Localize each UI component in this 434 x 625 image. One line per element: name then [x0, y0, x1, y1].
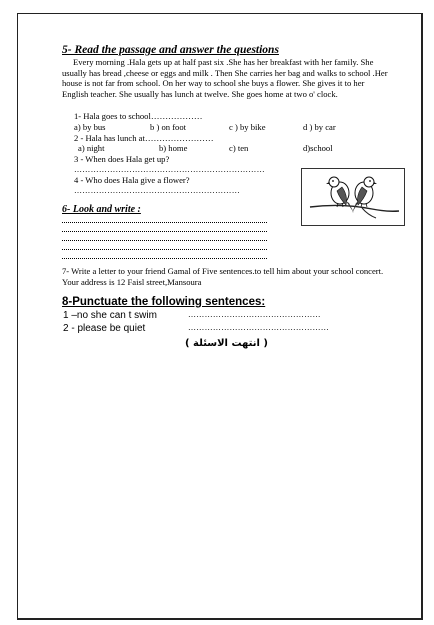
question-4: 4 - Who does Hala give a flower?	[74, 175, 190, 185]
section-7-text: 7- Write a letter to your friend Gamal of Five sentences.to tell him about your school concert. Your address is 12 Faisl street,Mansoura	[62, 266, 384, 287]
write-line-2	[62, 231, 267, 232]
reading-passage	[62, 57, 392, 100]
end-of-questions-note: ( انتهت الاسئلة )	[185, 338, 268, 349]
write-line-5	[62, 258, 267, 259]
section-6-title: 6- Look and write :	[62, 204, 141, 215]
write-line-3	[62, 240, 267, 241]
q1-option-a: a) by bus	[74, 122, 106, 132]
q1-option-c: c ) by bike	[229, 122, 266, 132]
punctuate-item-2: 2 - please be quiet	[63, 323, 146, 334]
birds-on-branch-icon	[302, 169, 404, 225]
q4-answer-line: ……………………………………………………	[74, 186, 240, 195]
punctuate-answer-2: ……………………………………………	[188, 323, 330, 332]
birds-picture	[301, 168, 405, 226]
question-2: 2 - Hala has lunch at……………………	[74, 133, 214, 143]
q2-option-a: a) night	[78, 143, 105, 153]
question-3: 3 - When does Hala get up?	[74, 154, 170, 164]
punctuate-item-1: 1 –no she can t swim	[63, 310, 157, 321]
section-8-title: 8-Punctuate the following sentences:	[62, 296, 266, 308]
q2-option-b: b) home	[159, 143, 188, 153]
question-1: 1- Hala goes to school………………	[74, 111, 203, 121]
passage-text: Every morning .Hala gets up at half past six .She has her breakfast with her family. She usually has bread ,cheese or eggs and milk . Then She carries her bag and walks to school .Her house is not far from school. On her way to school she buys a flower. She gives it to her English teacher. She usually has lunch at twelve. She goes home at two o' clock.	[62, 57, 388, 100]
q3-answer-line: ……………………………………………………………	[74, 165, 265, 174]
section-5-title: 5- Read the passage and answer the questions	[62, 44, 279, 56]
write-line-1	[62, 222, 267, 223]
q2-option-d: d)school	[303, 143, 333, 153]
q1-option-d: d ) by car	[303, 122, 336, 132]
punctuate-answer-1: …………………………………………	[188, 310, 321, 319]
q1-option-b: b ) on foot	[150, 122, 187, 132]
q2-option-c: c) ten	[229, 143, 249, 153]
write-line-4	[62, 249, 267, 250]
